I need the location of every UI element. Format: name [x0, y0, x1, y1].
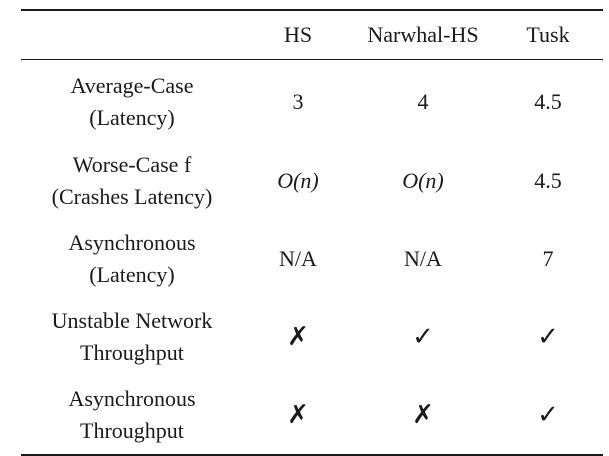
- row-label: [21, 142, 243, 220]
- row-label-line2: (Crashes Latency): [51, 184, 213, 209]
- check-mark-icon: ✓: [412, 322, 434, 352]
- table-row-average-case: [21, 60, 603, 143]
- table-row-async-latency: [21, 220, 603, 298]
- row-label: [21, 298, 243, 376]
- check-mark-icon: ✓: [537, 400, 559, 430]
- table-header-row: [21, 10, 603, 60]
- cell-narwhal-hs: 4: [417, 89, 429, 114]
- comparison-table: [21, 9, 603, 456]
- header-hs: HS: [283, 22, 313, 47]
- row-label-line2: Throughput: [80, 340, 184, 365]
- cross-mark-icon: ✗: [412, 400, 434, 430]
- cell-hs: O(n): [277, 168, 319, 193]
- table-row-worse-case: [21, 142, 603, 220]
- cell-hs: 3: [292, 89, 304, 114]
- table-row-unstable-network: [21, 298, 603, 376]
- row-label-line1: Asynchronous: [68, 386, 196, 411]
- row-label: [21, 376, 243, 455]
- cell-hs: N/A: [279, 246, 317, 271]
- table-row-async-throughput: [21, 376, 603, 455]
- comparison-table-container: [21, 9, 603, 456]
- cell-tusk: 7: [542, 246, 554, 271]
- row-label-line2: (Latency): [89, 262, 175, 287]
- cell-tusk: 4.5: [534, 89, 562, 114]
- cross-mark-icon: ✗: [287, 322, 309, 352]
- check-mark-icon: ✓: [537, 322, 559, 352]
- header-empty: [21, 10, 243, 60]
- row-label-line2: Throughput: [80, 418, 184, 443]
- row-label-line1: Average-Case: [70, 73, 194, 98]
- row-label-line1: Worse-Case f: [72, 152, 192, 177]
- cell-tusk: 4.5: [534, 168, 562, 193]
- header-narwhal-hs: Narwhal-HS: [367, 22, 479, 47]
- row-label-line1: Unstable Network: [51, 308, 213, 333]
- cell-narwhal-hs: O(n): [402, 168, 444, 193]
- row-label-line1: Asynchronous: [68, 230, 196, 255]
- row-label: [21, 220, 243, 298]
- row-label-line2: (Latency): [89, 105, 175, 130]
- cross-mark-icon: ✗: [287, 400, 309, 430]
- header-tusk: Tusk: [526, 22, 570, 47]
- row-label: [21, 60, 243, 143]
- cell-narwhal-hs: N/A: [404, 246, 442, 271]
